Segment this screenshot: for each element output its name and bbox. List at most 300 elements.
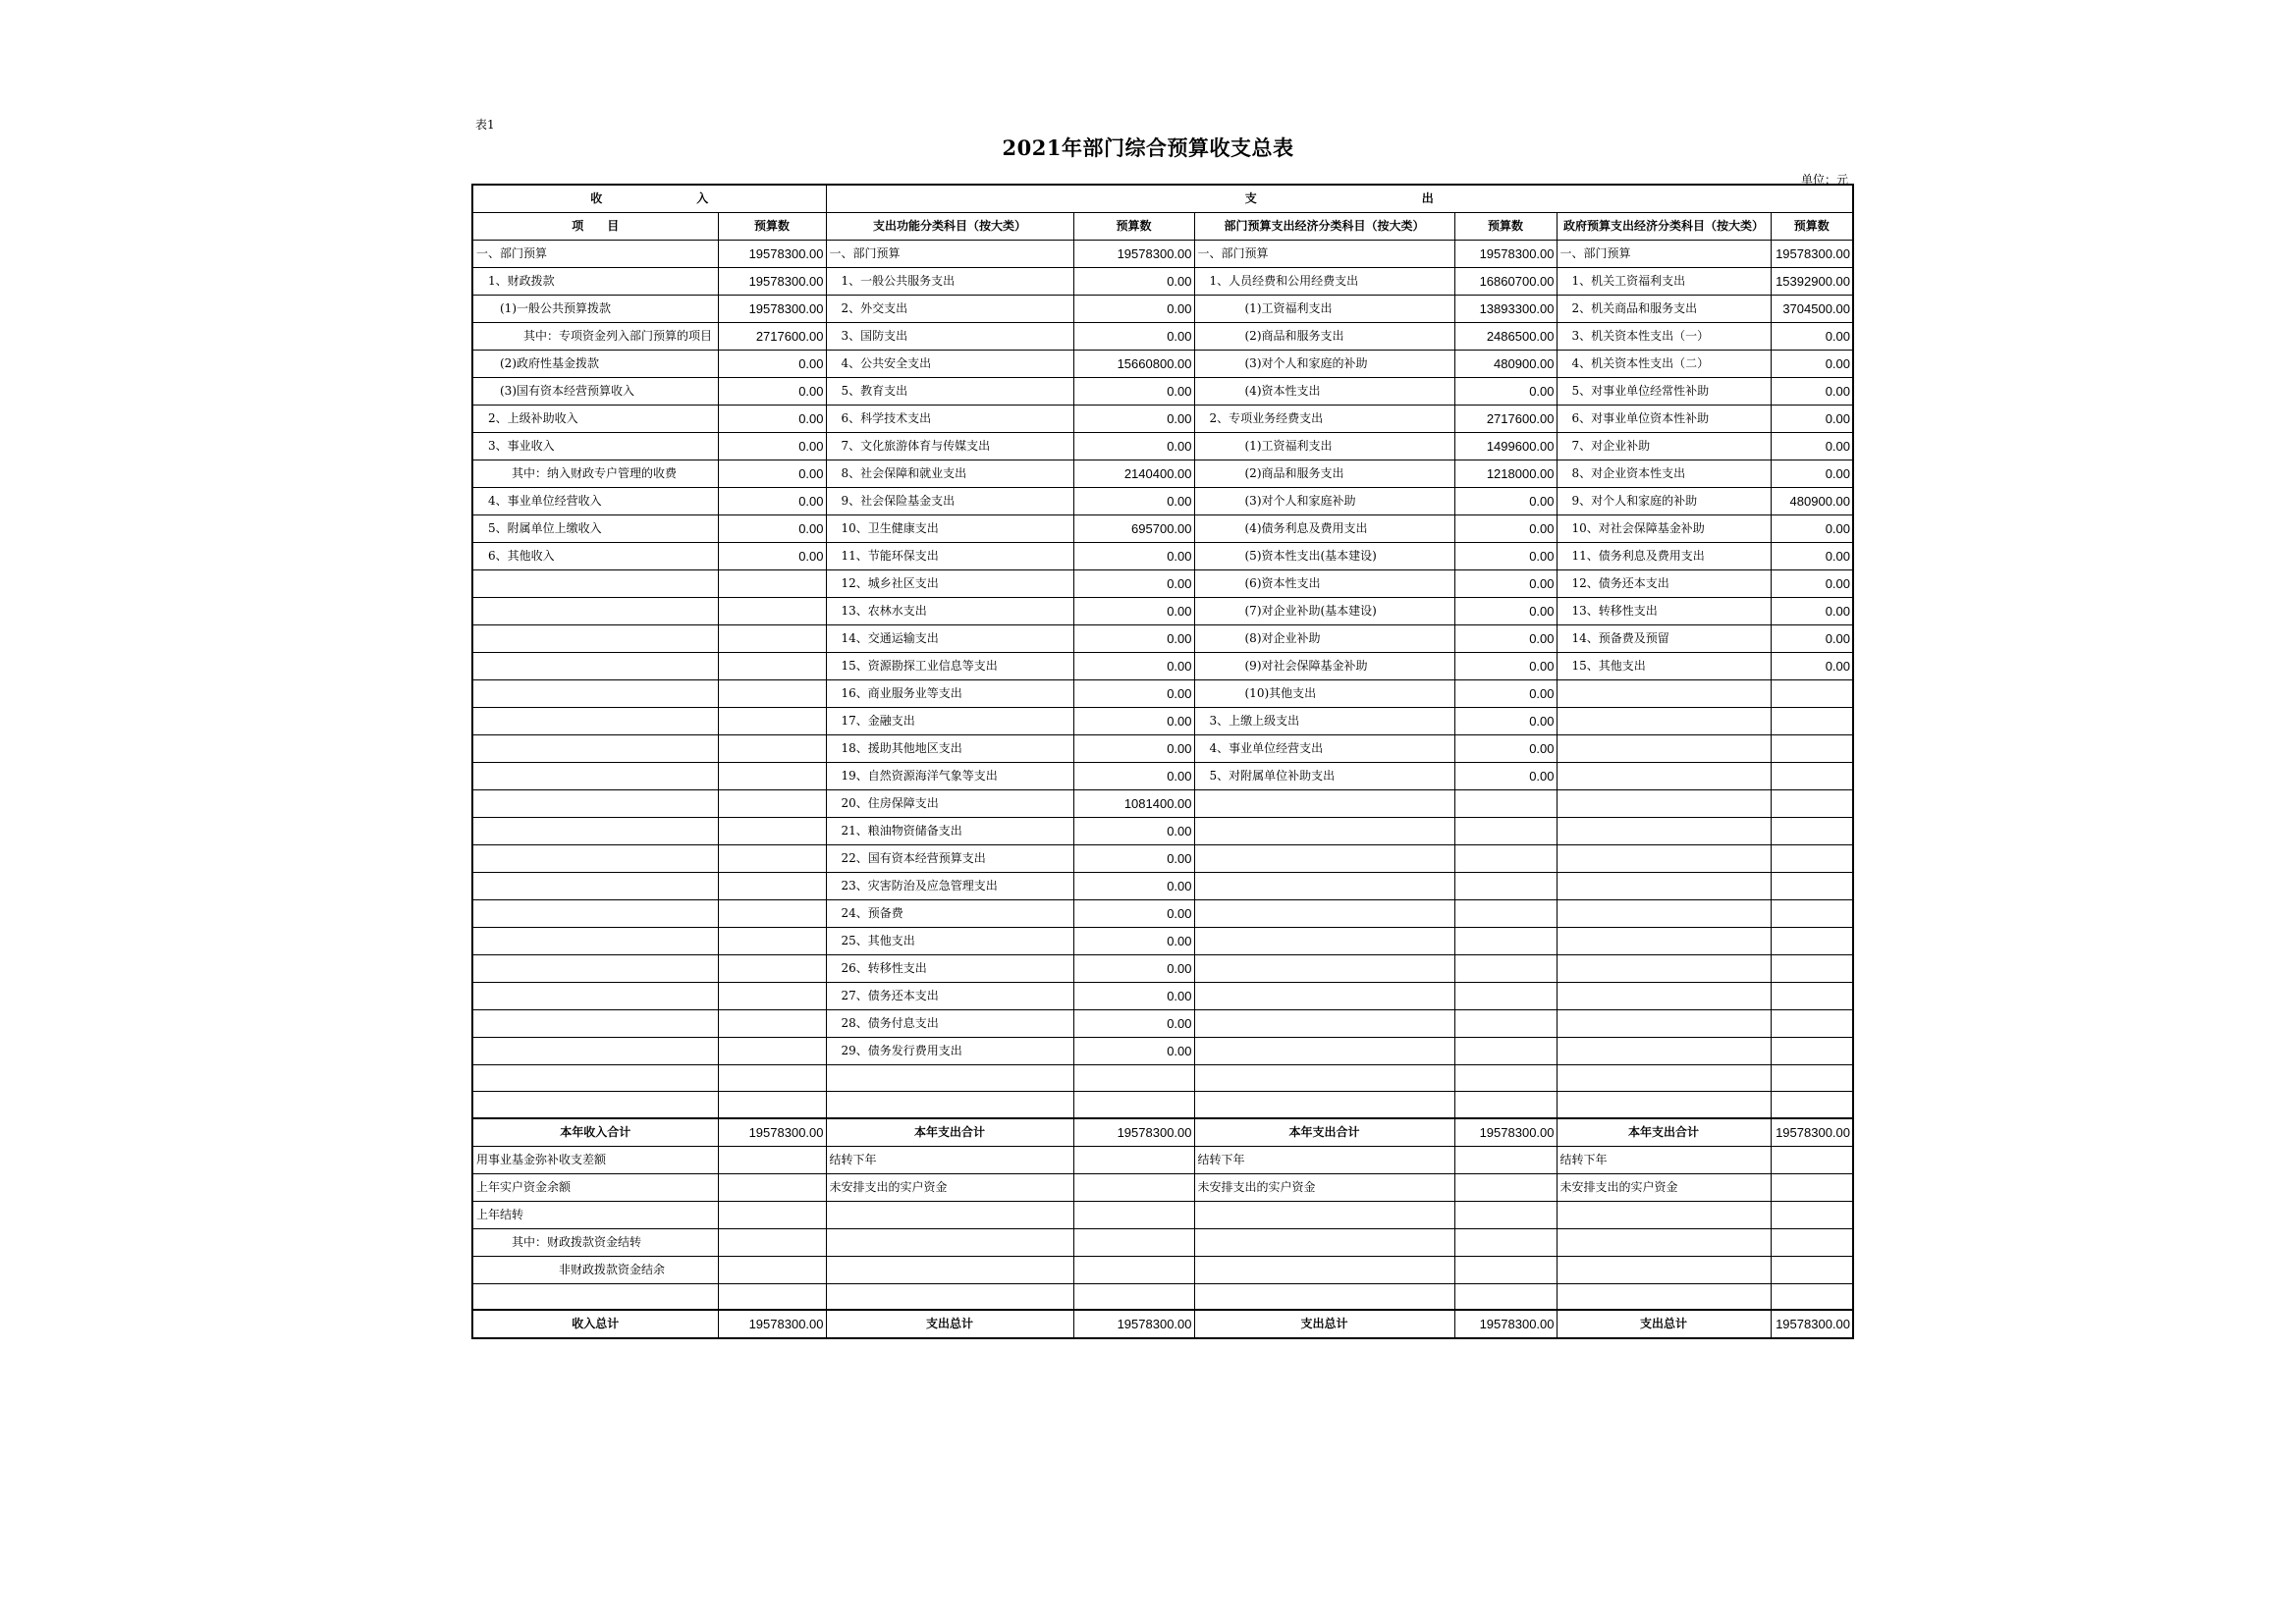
amount-cell: 2717600.00 [718, 323, 826, 351]
label-cell: 4、事业单位经营支出 [1194, 735, 1454, 763]
amount-cell: 19578300.00 [1454, 241, 1557, 268]
amount-cell [1454, 1256, 1557, 1283]
amount-cell: 0.00 [1771, 323, 1853, 351]
amount-cell: 2140400.00 [1073, 460, 1194, 488]
amount-cell [718, 873, 826, 900]
label-cell: 6、对事业单位资本性补助 [1557, 406, 1771, 433]
column-header: 政府预算支出经济分类科目（按大类） [1557, 213, 1771, 241]
label-cell: 用事业基金弥补收支差额 [472, 1146, 718, 1173]
amount-cell [1771, 1173, 1853, 1201]
label-cell: 1、人员经费和公用经费支出 [1194, 268, 1454, 296]
column-header: 预算数 [1454, 213, 1557, 241]
label-cell [826, 1092, 1073, 1118]
amount-cell [1771, 1228, 1853, 1256]
label-cell: 6、其他收入 [472, 543, 718, 570]
label-cell: (1)一般公共预算拨款 [472, 296, 718, 323]
label-cell: 29、债务发行费用支出 [826, 1038, 1073, 1065]
label-cell: 4、机关资本性支出（二） [1557, 351, 1771, 378]
label-cell: 3、事业收入 [472, 433, 718, 460]
label-cell: (8)对企业补助 [1194, 625, 1454, 653]
label-cell [472, 1065, 718, 1092]
amount-cell: 0.00 [1454, 543, 1557, 570]
amount-cell: 19578300.00 [1771, 1118, 1853, 1147]
label-cell: (2)商品和服务支出 [1194, 323, 1454, 351]
amount-cell: 0.00 [718, 406, 826, 433]
amount-cell [718, 818, 826, 845]
amount-cell: 0.00 [1454, 653, 1557, 680]
label-cell [472, 1092, 718, 1118]
table-row [472, 900, 1853, 928]
label-cell: 5、对附属单位补助支出 [1194, 763, 1454, 790]
table-row [472, 543, 1853, 570]
amount-cell: 19578300.00 [718, 296, 826, 323]
amount-cell [1454, 1065, 1557, 1092]
label-cell: (3)对个人和家庭补助 [1194, 488, 1454, 515]
table-row [472, 1228, 1853, 1256]
amount-cell: 0.00 [1073, 900, 1194, 928]
label-cell: 一、部门预算 [1557, 241, 1771, 268]
amount-cell [1454, 845, 1557, 873]
table-row [472, 983, 1853, 1010]
label-cell [1194, 983, 1454, 1010]
table-row [472, 241, 1853, 268]
label-cell [472, 708, 718, 735]
amount-cell [718, 955, 826, 983]
label-cell [1194, 955, 1454, 983]
table-row [472, 1010, 1853, 1038]
column-header: 预算数 [1771, 213, 1853, 241]
label-cell [472, 570, 718, 598]
amount-cell: 0.00 [1073, 818, 1194, 845]
label-cell [472, 955, 718, 983]
amount-cell [1771, 763, 1853, 790]
label-cell [1557, 1038, 1771, 1065]
label-cell [1557, 845, 1771, 873]
amount-cell [1454, 790, 1557, 818]
label-cell [826, 1283, 1073, 1310]
amount-cell [1771, 680, 1853, 708]
amount-cell: 0.00 [1454, 598, 1557, 625]
label-cell: 28、债务付息支出 [826, 1010, 1073, 1038]
label-cell: 14、预备费及预留 [1557, 625, 1771, 653]
amount-cell [1454, 1173, 1557, 1201]
amount-cell: 480900.00 [1454, 351, 1557, 378]
amount-cell: 19578300.00 [718, 241, 826, 268]
amount-cell: 0.00 [1073, 955, 1194, 983]
table-row [472, 1065, 1853, 1092]
amount-cell: 0.00 [1073, 323, 1194, 351]
amount-cell: 695700.00 [1073, 515, 1194, 543]
table-row [472, 1092, 1853, 1118]
label-cell: 25、其他支出 [826, 928, 1073, 955]
table-row [472, 406, 1853, 433]
label-cell: 8、社会保障和就业支出 [826, 460, 1073, 488]
label-cell: 6、科学技术支出 [826, 406, 1073, 433]
amount-cell [1771, 1256, 1853, 1283]
label-cell [1557, 1256, 1771, 1283]
amount-cell: 0.00 [1073, 378, 1194, 406]
label-cell [472, 790, 718, 818]
label-cell [1557, 790, 1771, 818]
label-cell: 其中：财政拨款资金结转 [472, 1228, 718, 1256]
amount-cell: 19578300.00 [1771, 241, 1853, 268]
amount-cell: 0.00 [1771, 543, 1853, 570]
label-cell: (4)债务利息及费用支出 [1194, 515, 1454, 543]
label-cell [826, 1065, 1073, 1092]
label-cell: 11、债务利息及费用支出 [1557, 543, 1771, 570]
amount-cell [1771, 1092, 1853, 1118]
amount-cell: 19578300.00 [1073, 1310, 1194, 1338]
label-cell: (5)资本性支出(基本建设) [1194, 543, 1454, 570]
label-cell: 支出总计 [1557, 1310, 1771, 1338]
label-cell: 本年支出合计 [1557, 1118, 1771, 1147]
amount-cell [1454, 900, 1557, 928]
label-cell: 7、对企业补助 [1557, 433, 1771, 460]
amount-cell: 0.00 [1073, 268, 1194, 296]
label-cell [472, 598, 718, 625]
table-row [472, 653, 1853, 680]
label-cell: 本年支出合计 [826, 1118, 1073, 1147]
amount-cell: 0.00 [718, 515, 826, 543]
table-row [472, 763, 1853, 790]
amount-cell [1454, 1038, 1557, 1065]
label-cell [826, 1228, 1073, 1256]
amount-cell [718, 928, 826, 955]
amount-cell: 0.00 [1454, 570, 1557, 598]
amount-cell: 13893300.00 [1454, 296, 1557, 323]
label-cell: 20、住房保障支出 [826, 790, 1073, 818]
amount-cell [1454, 1228, 1557, 1256]
label-cell [1557, 1201, 1771, 1228]
label-cell: 1、一般公共服务支出 [826, 268, 1073, 296]
column-header-row [472, 213, 1853, 241]
label-cell: 2、上级补助收入 [472, 406, 718, 433]
amount-cell [1771, 1283, 1853, 1310]
amount-cell: 0.00 [1454, 515, 1557, 543]
amount-cell [1454, 1283, 1557, 1310]
label-cell [472, 983, 718, 1010]
label-cell [472, 1010, 718, 1038]
table-row [472, 1256, 1853, 1283]
label-cell: 15、资源勘探工业信息等支出 [826, 653, 1073, 680]
amount-cell: 19578300.00 [1073, 241, 1194, 268]
table-row [472, 928, 1853, 955]
amount-cell: 0.00 [1073, 653, 1194, 680]
label-cell [1557, 928, 1771, 955]
amount-cell: 19578300.00 [718, 1310, 826, 1338]
label-cell: 其中：纳入财政专户管理的收费 [472, 460, 718, 488]
amount-cell: 19578300.00 [1073, 1118, 1194, 1147]
label-cell [1194, 845, 1454, 873]
label-cell: 13、农林水支出 [826, 598, 1073, 625]
table-row [472, 818, 1853, 845]
table-row [472, 1173, 1853, 1201]
amount-cell: 3704500.00 [1771, 296, 1853, 323]
table-row [472, 268, 1853, 296]
label-cell: (9)对社会保障基金补助 [1194, 653, 1454, 680]
label-cell: 10、卫生健康支出 [826, 515, 1073, 543]
table-row [472, 735, 1853, 763]
label-cell [1557, 873, 1771, 900]
table-row [472, 488, 1853, 515]
amount-cell [1771, 735, 1853, 763]
label-cell: 7、文化旅游体育与传媒支出 [826, 433, 1073, 460]
amount-cell [718, 1092, 826, 1118]
amount-cell [1454, 1010, 1557, 1038]
label-cell: 4、公共安全支出 [826, 351, 1073, 378]
amount-cell: 0.00 [718, 543, 826, 570]
label-cell: 21、粮油物资储备支出 [826, 818, 1073, 845]
label-cell [472, 680, 718, 708]
column-header: 预算数 [718, 213, 826, 241]
amount-cell: 0.00 [1073, 845, 1194, 873]
amount-cell: 0.00 [1073, 598, 1194, 625]
label-cell [472, 928, 718, 955]
label-cell [1194, 1092, 1454, 1118]
label-cell [1194, 1201, 1454, 1228]
label-cell: (1)工资福利支出 [1194, 296, 1454, 323]
label-cell [472, 900, 718, 928]
amount-cell: 0.00 [1454, 625, 1557, 653]
label-cell: 支出总计 [826, 1310, 1073, 1338]
label-cell: 5、附属单位上缴收入 [472, 515, 718, 543]
amount-cell [1771, 1065, 1853, 1092]
amount-cell [1771, 708, 1853, 735]
label-cell: (4)资本性支出 [1194, 378, 1454, 406]
amount-cell: 0.00 [718, 488, 826, 515]
amount-cell: 19578300.00 [1454, 1310, 1557, 1338]
amount-cell: 0.00 [1454, 735, 1557, 763]
label-cell: 非财政拨款资金结余 [472, 1256, 718, 1283]
amount-cell [1073, 1173, 1194, 1201]
label-cell [1557, 983, 1771, 1010]
amount-cell: 0.00 [1073, 570, 1194, 598]
column-header: 预算数 [1073, 213, 1194, 241]
amount-cell [1454, 873, 1557, 900]
amount-cell: 1499600.00 [1454, 433, 1557, 460]
label-cell: 26、转移性支出 [826, 955, 1073, 983]
table-row [472, 680, 1853, 708]
amount-cell [718, 1146, 826, 1173]
amount-cell [718, 790, 826, 818]
label-cell: 1、财政拨款 [472, 268, 718, 296]
label-cell [1194, 873, 1454, 900]
budget-summary-table [471, 184, 1854, 1339]
label-cell: (10)其他支出 [1194, 680, 1454, 708]
table-row [472, 845, 1853, 873]
amount-cell [718, 1228, 826, 1256]
label-cell: 结转下年 [1557, 1146, 1771, 1173]
amount-cell [1771, 928, 1853, 955]
amount-cell: 0.00 [1073, 763, 1194, 790]
amount-cell: 0.00 [1771, 653, 1853, 680]
amount-cell: 0.00 [1073, 983, 1194, 1010]
amount-cell: 19578300.00 [718, 268, 826, 296]
label-cell [472, 818, 718, 845]
amount-cell [1073, 1256, 1194, 1283]
label-cell [1557, 735, 1771, 763]
amount-cell [1771, 873, 1853, 900]
label-cell: 2、外交支出 [826, 296, 1073, 323]
amount-cell [718, 708, 826, 735]
amount-cell: 0.00 [1771, 406, 1853, 433]
amount-cell [1454, 818, 1557, 845]
label-cell [472, 735, 718, 763]
amount-cell: 19578300.00 [1454, 1118, 1557, 1147]
label-cell: 22、国有资本经营预算支出 [826, 845, 1073, 873]
label-cell: 未安排支出的实户资金 [1194, 1173, 1454, 1201]
amount-cell [1771, 845, 1853, 873]
amount-cell [1771, 900, 1853, 928]
amount-cell [1073, 1228, 1194, 1256]
amount-cell: 0.00 [1771, 625, 1853, 653]
label-cell: 24、预备费 [826, 900, 1073, 928]
amount-cell: 0.00 [1454, 378, 1557, 406]
label-cell [1557, 1283, 1771, 1310]
label-cell: 支出总计 [1194, 1310, 1454, 1338]
amount-cell: 0.00 [1073, 625, 1194, 653]
amount-cell: 15660800.00 [1073, 351, 1194, 378]
amount-cell: 0.00 [1073, 488, 1194, 515]
label-cell [472, 1283, 718, 1310]
label-cell [1557, 1228, 1771, 1256]
amount-cell: 0.00 [1073, 1038, 1194, 1065]
amount-cell [718, 1010, 826, 1038]
label-cell [472, 625, 718, 653]
label-cell: 3、机关资本性支出（一） [1557, 323, 1771, 351]
sheet-number: 表1 [475, 118, 495, 132]
amount-cell [718, 845, 826, 873]
amount-cell: 2486500.00 [1454, 323, 1557, 351]
amount-cell [718, 625, 826, 653]
label-cell: 1、机关工资福利支出 [1557, 268, 1771, 296]
amount-cell [1454, 1146, 1557, 1173]
amount-cell [718, 735, 826, 763]
label-cell [1194, 818, 1454, 845]
label-cell: 2、专项业务经费支出 [1194, 406, 1454, 433]
amount-cell: 0.00 [1073, 928, 1194, 955]
label-cell [1194, 1228, 1454, 1256]
page-title: 2021年部门综合预算收支总表 [1002, 135, 1294, 160]
table-row [472, 598, 1853, 625]
label-cell [472, 1038, 718, 1065]
label-cell: 13、转移性支出 [1557, 598, 1771, 625]
expense-section-header: 支 出 [826, 185, 1853, 213]
amount-cell: 16860700.00 [1454, 268, 1557, 296]
label-cell [1194, 1283, 1454, 1310]
label-cell: 本年收入合计 [472, 1118, 718, 1147]
amount-cell [1073, 1065, 1194, 1092]
amount-cell [1073, 1283, 1194, 1310]
amount-cell [718, 900, 826, 928]
amount-cell [718, 1256, 826, 1283]
column-header: 支出功能分类科目（按大类） [826, 213, 1073, 241]
amount-cell [718, 1065, 826, 1092]
amount-cell [718, 1173, 826, 1201]
amount-cell [1454, 1201, 1557, 1228]
amount-cell: 0.00 [1454, 488, 1557, 515]
label-cell [1194, 790, 1454, 818]
label-cell [1557, 818, 1771, 845]
label-cell [1194, 1010, 1454, 1038]
table-row [472, 570, 1853, 598]
amount-cell [1771, 790, 1853, 818]
label-cell: 10、对社会保障基金补助 [1557, 515, 1771, 543]
label-cell [1194, 928, 1454, 955]
label-cell [1557, 900, 1771, 928]
amount-cell [718, 1201, 826, 1228]
amount-cell: 0.00 [1073, 708, 1194, 735]
year-total-row [472, 1118, 1853, 1147]
amount-cell [1771, 983, 1853, 1010]
table-row [472, 1201, 1853, 1228]
amount-cell: 0.00 [1454, 680, 1557, 708]
table-row [472, 378, 1853, 406]
label-cell [1557, 1010, 1771, 1038]
amount-cell [1073, 1092, 1194, 1118]
amount-cell [1771, 1201, 1853, 1228]
label-cell: 未安排支出的实户资金 [1557, 1173, 1771, 1201]
label-cell: (2)政府性基金拨款 [472, 351, 718, 378]
label-cell: 8、对企业资本性支出 [1557, 460, 1771, 488]
amount-cell: 19578300.00 [1771, 1310, 1853, 1338]
label-cell: 2、机关商品和服务支出 [1557, 296, 1771, 323]
amount-cell: 0.00 [1454, 763, 1557, 790]
amount-cell: 0.00 [718, 378, 826, 406]
amount-cell [1771, 955, 1853, 983]
unit-label: 单位：元 [1801, 173, 1849, 187]
amount-cell [1454, 983, 1557, 1010]
label-cell [1194, 1256, 1454, 1283]
amount-cell [718, 983, 826, 1010]
label-cell: 9、对个人和家庭的补助 [1557, 488, 1771, 515]
amount-cell [718, 1283, 826, 1310]
column-header: 部门预算支出经济分类科目（按大类） [1194, 213, 1454, 241]
label-cell: (3)对个人和家庭的补助 [1194, 351, 1454, 378]
label-cell: 11、节能环保支出 [826, 543, 1073, 570]
amount-cell [1771, 1146, 1853, 1173]
label-cell [472, 653, 718, 680]
label-cell [826, 1256, 1073, 1283]
table-row [472, 433, 1853, 460]
label-cell: 其中：专项资金列入部门预算的项目 [472, 323, 718, 351]
label-cell [1194, 1065, 1454, 1092]
label-cell: 16、商业服务业等支出 [826, 680, 1073, 708]
label-cell [1557, 1092, 1771, 1118]
label-cell: 5、对事业单位经常性补助 [1557, 378, 1771, 406]
label-cell [1557, 1065, 1771, 1092]
amount-cell: 0.00 [718, 433, 826, 460]
amount-cell: 0.00 [1073, 296, 1194, 323]
table-row [472, 790, 1853, 818]
label-cell: 4、事业单位经营收入 [472, 488, 718, 515]
income-section-header: 收 入 [472, 185, 826, 213]
amount-cell [1073, 1201, 1194, 1228]
label-cell: 上年结转 [472, 1201, 718, 1228]
label-cell: 一、部门预算 [1194, 241, 1454, 268]
label-cell: 结转下年 [826, 1146, 1073, 1173]
amount-cell: 0.00 [1771, 598, 1853, 625]
label-cell: (6)资本性支出 [1194, 570, 1454, 598]
label-cell [472, 845, 718, 873]
amount-cell: 0.00 [1771, 460, 1853, 488]
amount-cell: 19578300.00 [718, 1118, 826, 1147]
amount-cell: 0.00 [1771, 433, 1853, 460]
amount-cell: 1218000.00 [1454, 460, 1557, 488]
amount-cell [718, 653, 826, 680]
amount-cell: 1081400.00 [1073, 790, 1194, 818]
label-cell [1557, 708, 1771, 735]
